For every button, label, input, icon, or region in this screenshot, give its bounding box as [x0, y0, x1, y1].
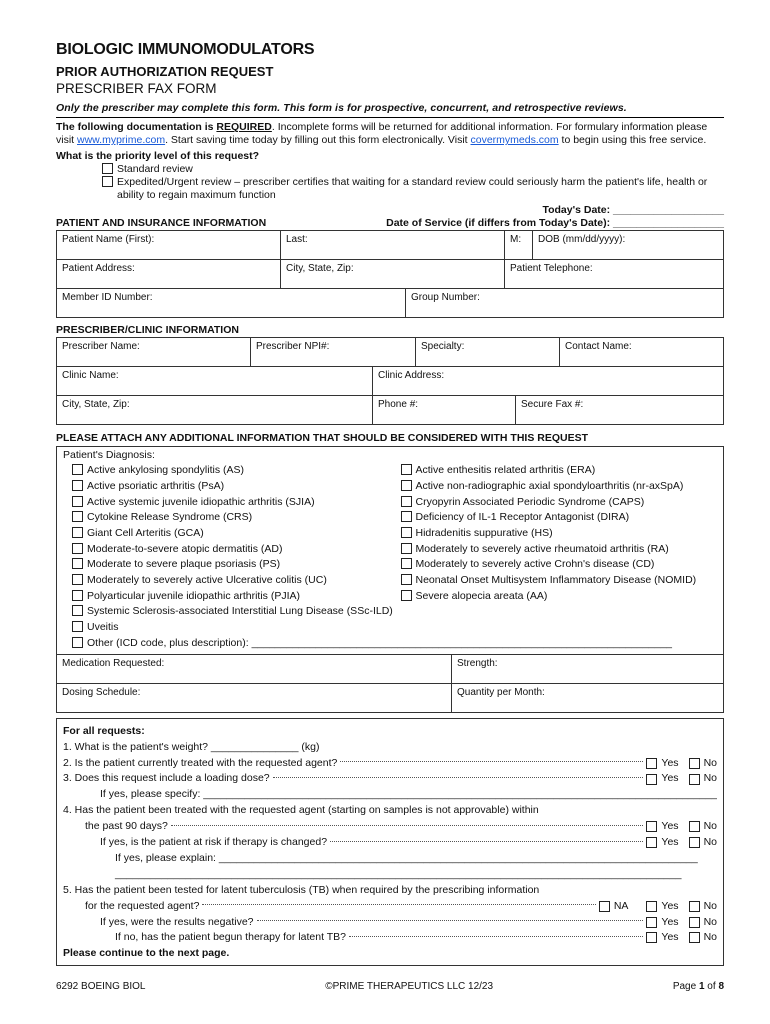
diag-label: Severe alopecia areata (AA)	[415, 589, 548, 602]
diag-checkbox[interactable]	[401, 511, 412, 522]
page-number: 1	[698, 981, 705, 992]
page-footer	[56, 981, 724, 994]
yes-label: Yes	[661, 915, 679, 928]
diag-label: Active enthesitis related arthritis (ERA)	[415, 464, 596, 477]
diag-label: Cytokine Release Syndrome (CRS)	[87, 511, 253, 524]
page-prefix: Page	[672, 981, 699, 992]
no-label: No	[703, 915, 717, 928]
doc-lead: The following documentation is	[56, 121, 217, 134]
q4-text: 4. Has the patient been treated with the requested agent (starting on samples is not approvable) within	[63, 804, 539, 817]
diag-label: Hidradenitis suppurative (HS)	[415, 526, 553, 539]
attach-section-title: PLEASE ATTACH ANY ADDITIONAL INFORMATION THAT SHOULD BE CONSIDERED WITH THIS REQUEST	[56, 432, 588, 445]
form-id: 6292 BOEING BIOL	[56, 981, 146, 992]
leader-dots	[257, 920, 644, 921]
diag-checkbox[interactable]	[72, 621, 83, 632]
leader-dots	[330, 841, 643, 842]
form-type: PRESCRIBER FAX FORM	[56, 81, 217, 97]
page-total: 8	[718, 981, 724, 992]
group-number-field[interactable]: Group Number:	[406, 289, 724, 318]
q5c-text: If yes, were the results negative?	[100, 915, 254, 928]
q4b-row	[63, 819, 717, 835]
q4c-text: If yes, is the patient at risk if therapy is changed?	[100, 836, 328, 849]
urgent-review-checkbox[interactable]	[102, 176, 113, 187]
no-label: No	[703, 772, 717, 785]
yes-label: Yes	[661, 836, 679, 849]
q5c-row	[63, 914, 717, 930]
continue-note: Please continue to the next page.	[63, 947, 230, 960]
leader-dots	[349, 936, 643, 937]
diag-label: Active psoriatic arthritis (PsA)	[87, 479, 225, 492]
requests-box	[56, 718, 724, 966]
prescriber-csz-field[interactable]: City, State, Zip:	[57, 396, 373, 425]
q2-no-checkbox[interactable]	[689, 758, 700, 769]
clinic-address-field[interactable]: Clinic Address:	[373, 367, 724, 396]
patient-csz-field[interactable]: City, State, Zip:	[281, 260, 505, 289]
doc-required: REQUIRED	[216, 121, 272, 134]
diag-checkbox[interactable]	[72, 511, 83, 522]
diag-label: Polyarticular juvenile idiopathic arthritis (PJIA)	[87, 589, 300, 602]
no-label: No	[703, 836, 717, 849]
diag-checkbox[interactable]	[401, 527, 412, 538]
q2-yes-checkbox[interactable]	[646, 758, 657, 769]
q5d-no-checkbox[interactable]	[689, 932, 700, 943]
diag-label: Moderate-to-severe atopic dermatitis (AD)	[87, 542, 283, 555]
yes-label: Yes	[661, 931, 679, 944]
diagnosis-label: Patient's Diagnosis:	[63, 448, 155, 461]
standard-review-label: Standard review	[117, 162, 193, 175]
doc-rest: . Incomplete forms will be returned for additional information. For formulary information please visit	[56, 121, 708, 147]
q2-row	[63, 755, 717, 771]
diag-checkbox[interactable]	[72, 527, 83, 538]
diag-checkbox[interactable]	[72, 558, 83, 569]
diag-checkbox[interactable]	[401, 574, 412, 585]
covermymeds-link[interactable]: covermymeds.com	[470, 134, 559, 147]
q3-text: 3. Does this request include a loading dose?	[63, 772, 270, 785]
q5-text: 5. Has the patient been tested for latent tuberculosis (TB) when required by the prescribing information	[63, 883, 540, 896]
q5d-text: If no, has the patient begun therapy for latent TB?	[115, 931, 346, 944]
patient-first-name-field[interactable]: Patient Name (First):	[57, 231, 281, 260]
no-label: No	[703, 899, 717, 912]
q5c-no-checkbox[interactable]	[689, 917, 700, 928]
q5-na-checkbox[interactable]	[599, 901, 610, 912]
diagnosis-full-rows	[63, 605, 717, 652]
diag-label: Active non-radiographic axial spondyloarthritis (nr-axSpA)	[415, 479, 684, 492]
no-label: No	[703, 931, 717, 944]
q3-specify[interactable]: If yes, please specify: ________________________________________________________________________________________	[100, 788, 717, 801]
diag-checkbox[interactable]	[72, 605, 83, 616]
diag-label: Systemic Sclerosis-associated Interstitial Lung Disease (SSc-ILD)	[87, 605, 393, 618]
form-subtitle: PRIOR AUTHORIZATION REQUEST	[56, 64, 274, 79]
patient-section-title: PATIENT AND INSURANCE INFORMATION	[56, 217, 267, 230]
leader-dots	[273, 777, 644, 778]
yes-label: Yes	[661, 899, 679, 912]
myprime-link[interactable]: www.myprime.com	[77, 134, 166, 147]
q4b-text: the past 90 days?	[85, 820, 168, 833]
documentation-paragraph	[56, 121, 724, 147]
yes-label: Yes	[661, 820, 679, 833]
q5-no-checkbox[interactable]	[689, 901, 700, 912]
page-of: of	[704, 981, 719, 992]
diag-label: Uveitis	[87, 621, 119, 634]
priority-urgent	[102, 176, 724, 202]
page-indicator	[673, 981, 724, 994]
q5d-row	[63, 930, 717, 946]
diag-label: Moderately to severely active Ulcerative colitis (UC)	[87, 574, 327, 586]
diag-checkbox[interactable]	[401, 480, 412, 491]
secure-fax-field[interactable]: Secure Fax #:	[516, 396, 724, 425]
medication-requested-field[interactable]: Medication Requested:	[57, 655, 452, 684]
no-label: No	[703, 756, 717, 769]
diag-label: Cryopyrin Associated Periodic Syndrome (CAPS)	[415, 495, 645, 508]
quantity-field[interactable]: Quantity per Month:	[452, 684, 724, 713]
q3-row	[63, 771, 717, 787]
patient-address-field[interactable]: Patient Address:	[57, 260, 281, 289]
no-label: No	[703, 820, 717, 833]
q5c-yes-checkbox[interactable]	[646, 917, 657, 928]
q3-no-checkbox[interactable]	[689, 774, 700, 785]
doc-mid: . Start saving time today by filling out this form electronically. Visit	[165, 134, 471, 147]
q4c-yes-checkbox[interactable]	[646, 837, 657, 848]
diag-label: Neonatal Onset Multisystem Inflammatory Disease (NOMID)	[415, 574, 697, 586]
patient-info-table	[56, 230, 724, 289]
diagnosis-box	[56, 446, 724, 656]
copyright: ©PRIME THERAPEUTICS LLC 12/23	[325, 981, 494, 992]
q5-yes-checkbox[interactable]	[646, 901, 657, 912]
diag-checkbox[interactable]	[401, 558, 412, 569]
diag-checkbox[interactable]	[401, 464, 412, 475]
diag-checkbox[interactable]	[401, 543, 412, 554]
q4c-row	[63, 835, 717, 851]
q5b-row	[63, 898, 717, 914]
diagnosis-left-column	[63, 464, 389, 605]
member-table	[56, 288, 724, 318]
patient-telephone-field[interactable]: Patient Telephone:	[505, 260, 724, 289]
urgent-review-label: Expedited/Urgent review – prescriber certifies that waiting for a standard review could seriously harm the patient's life, health or ability to regain maximum function	[117, 175, 708, 201]
patient-mi-field[interactable]: M:	[505, 231, 533, 260]
prescriber-notice: Only the prescriber may complete this form. This form is for prospective, concurrent, and retrospective reviews.	[56, 102, 627, 115]
priority-standard	[102, 163, 724, 176]
diag-checkbox[interactable]	[72, 590, 83, 601]
priority-question: What is the priority level of this request?	[56, 149, 260, 162]
prescriber-table-2	[56, 366, 724, 425]
header-divider	[56, 117, 724, 118]
leader-dots	[202, 904, 595, 905]
diag-checkbox[interactable]	[72, 543, 83, 554]
specialty-field[interactable]: Specialty:	[416, 338, 560, 367]
diag-label: Deficiency of IL-1 Receptor Antagonist (DIRA)	[415, 511, 630, 524]
doc-tail: to begin using this free service.	[558, 134, 707, 147]
diag-checkbox[interactable]	[72, 637, 83, 648]
diag-checkbox[interactable]	[72, 496, 83, 507]
diag-checkbox[interactable]	[401, 496, 412, 507]
patient-dob-field[interactable]: DOB (mm/dd/yyyy):	[533, 231, 724, 260]
diag-label: Active systemic juvenile idiopathic arthritis (SJIA)	[87, 495, 315, 508]
q4-explain-line2[interactable]: _________________________________________________________________________________________________	[115, 867, 682, 880]
diagnosis-right-column	[389, 464, 718, 605]
contact-name-field[interactable]: Contact Name:	[560, 338, 724, 367]
q4-explain[interactable]: If yes, please explain: __________________________________________________________________________________	[115, 851, 698, 864]
diag-checkbox[interactable]	[72, 464, 83, 475]
phone-field[interactable]: Phone #:	[373, 396, 516, 425]
diag-other-label[interactable]: Other (ICD code, plus description): ________________________________________________________________________	[87, 636, 673, 649]
q2-text: 2. Is the patient currently treated with the requested agent?	[63, 756, 338, 769]
member-id-field[interactable]: Member ID Number:	[57, 289, 406, 318]
diag-checkbox[interactable]	[401, 590, 412, 601]
diag-checkbox[interactable]	[72, 574, 83, 585]
dosing-schedule-field[interactable]: Dosing Schedule:	[57, 684, 452, 713]
leader-dots	[171, 825, 644, 826]
requests-heading: For all requests:	[63, 724, 145, 737]
prescriber-name-field[interactable]: Prescriber Name:	[57, 338, 251, 367]
todays-date[interactable]: Today's Date: ___________________	[542, 204, 724, 216]
diag-label: Moderately to severely active Crohn's disease (CD)	[415, 558, 655, 571]
clinic-name-field[interactable]: Clinic Name:	[57, 367, 373, 396]
standard-review-checkbox[interactable]	[102, 163, 113, 174]
prescriber-npi-field[interactable]: Prescriber NPI#:	[251, 338, 416, 367]
q3-yes-checkbox[interactable]	[646, 774, 657, 785]
prescriber-table-1	[56, 337, 724, 367]
yes-label: Yes	[661, 756, 679, 769]
prescriber-section-title: PRESCRIBER/CLINIC INFORMATION	[56, 324, 239, 337]
q5d-yes-checkbox[interactable]	[646, 932, 657, 943]
q4-no-checkbox[interactable]	[689, 821, 700, 832]
medication-table	[56, 654, 724, 713]
service-date[interactable]: Date of Service (if differs from Today's Date): ___________________	[386, 217, 724, 230]
q4c-no-checkbox[interactable]	[689, 837, 700, 848]
q4-yes-checkbox[interactable]	[646, 821, 657, 832]
na-label: NA	[613, 899, 629, 912]
diag-label: Active ankylosing spondylitis (AS)	[87, 464, 244, 477]
patient-last-name-field[interactable]: Last:	[281, 231, 505, 260]
diag-checkbox[interactable]	[72, 480, 83, 491]
leader-dots	[340, 761, 643, 762]
strength-field[interactable]: Strength:	[452, 655, 724, 684]
form-title: BIOLOGIC IMMUNOMODULATORS	[56, 41, 315, 58]
q1-weight[interactable]: 1. What is the patient's weight? _______________ (kg)	[63, 740, 320, 753]
yes-label: Yes	[661, 772, 679, 785]
diag-label: Giant Cell Arteritis (GCA)	[87, 526, 204, 539]
diag-label: Moderate to severe plaque psoriasis (PS)	[87, 558, 281, 571]
diag-label: Moderately to severely active rheumatoid arthritis (RA)	[415, 542, 669, 555]
q5b-text: for the requested agent?	[85, 899, 200, 912]
